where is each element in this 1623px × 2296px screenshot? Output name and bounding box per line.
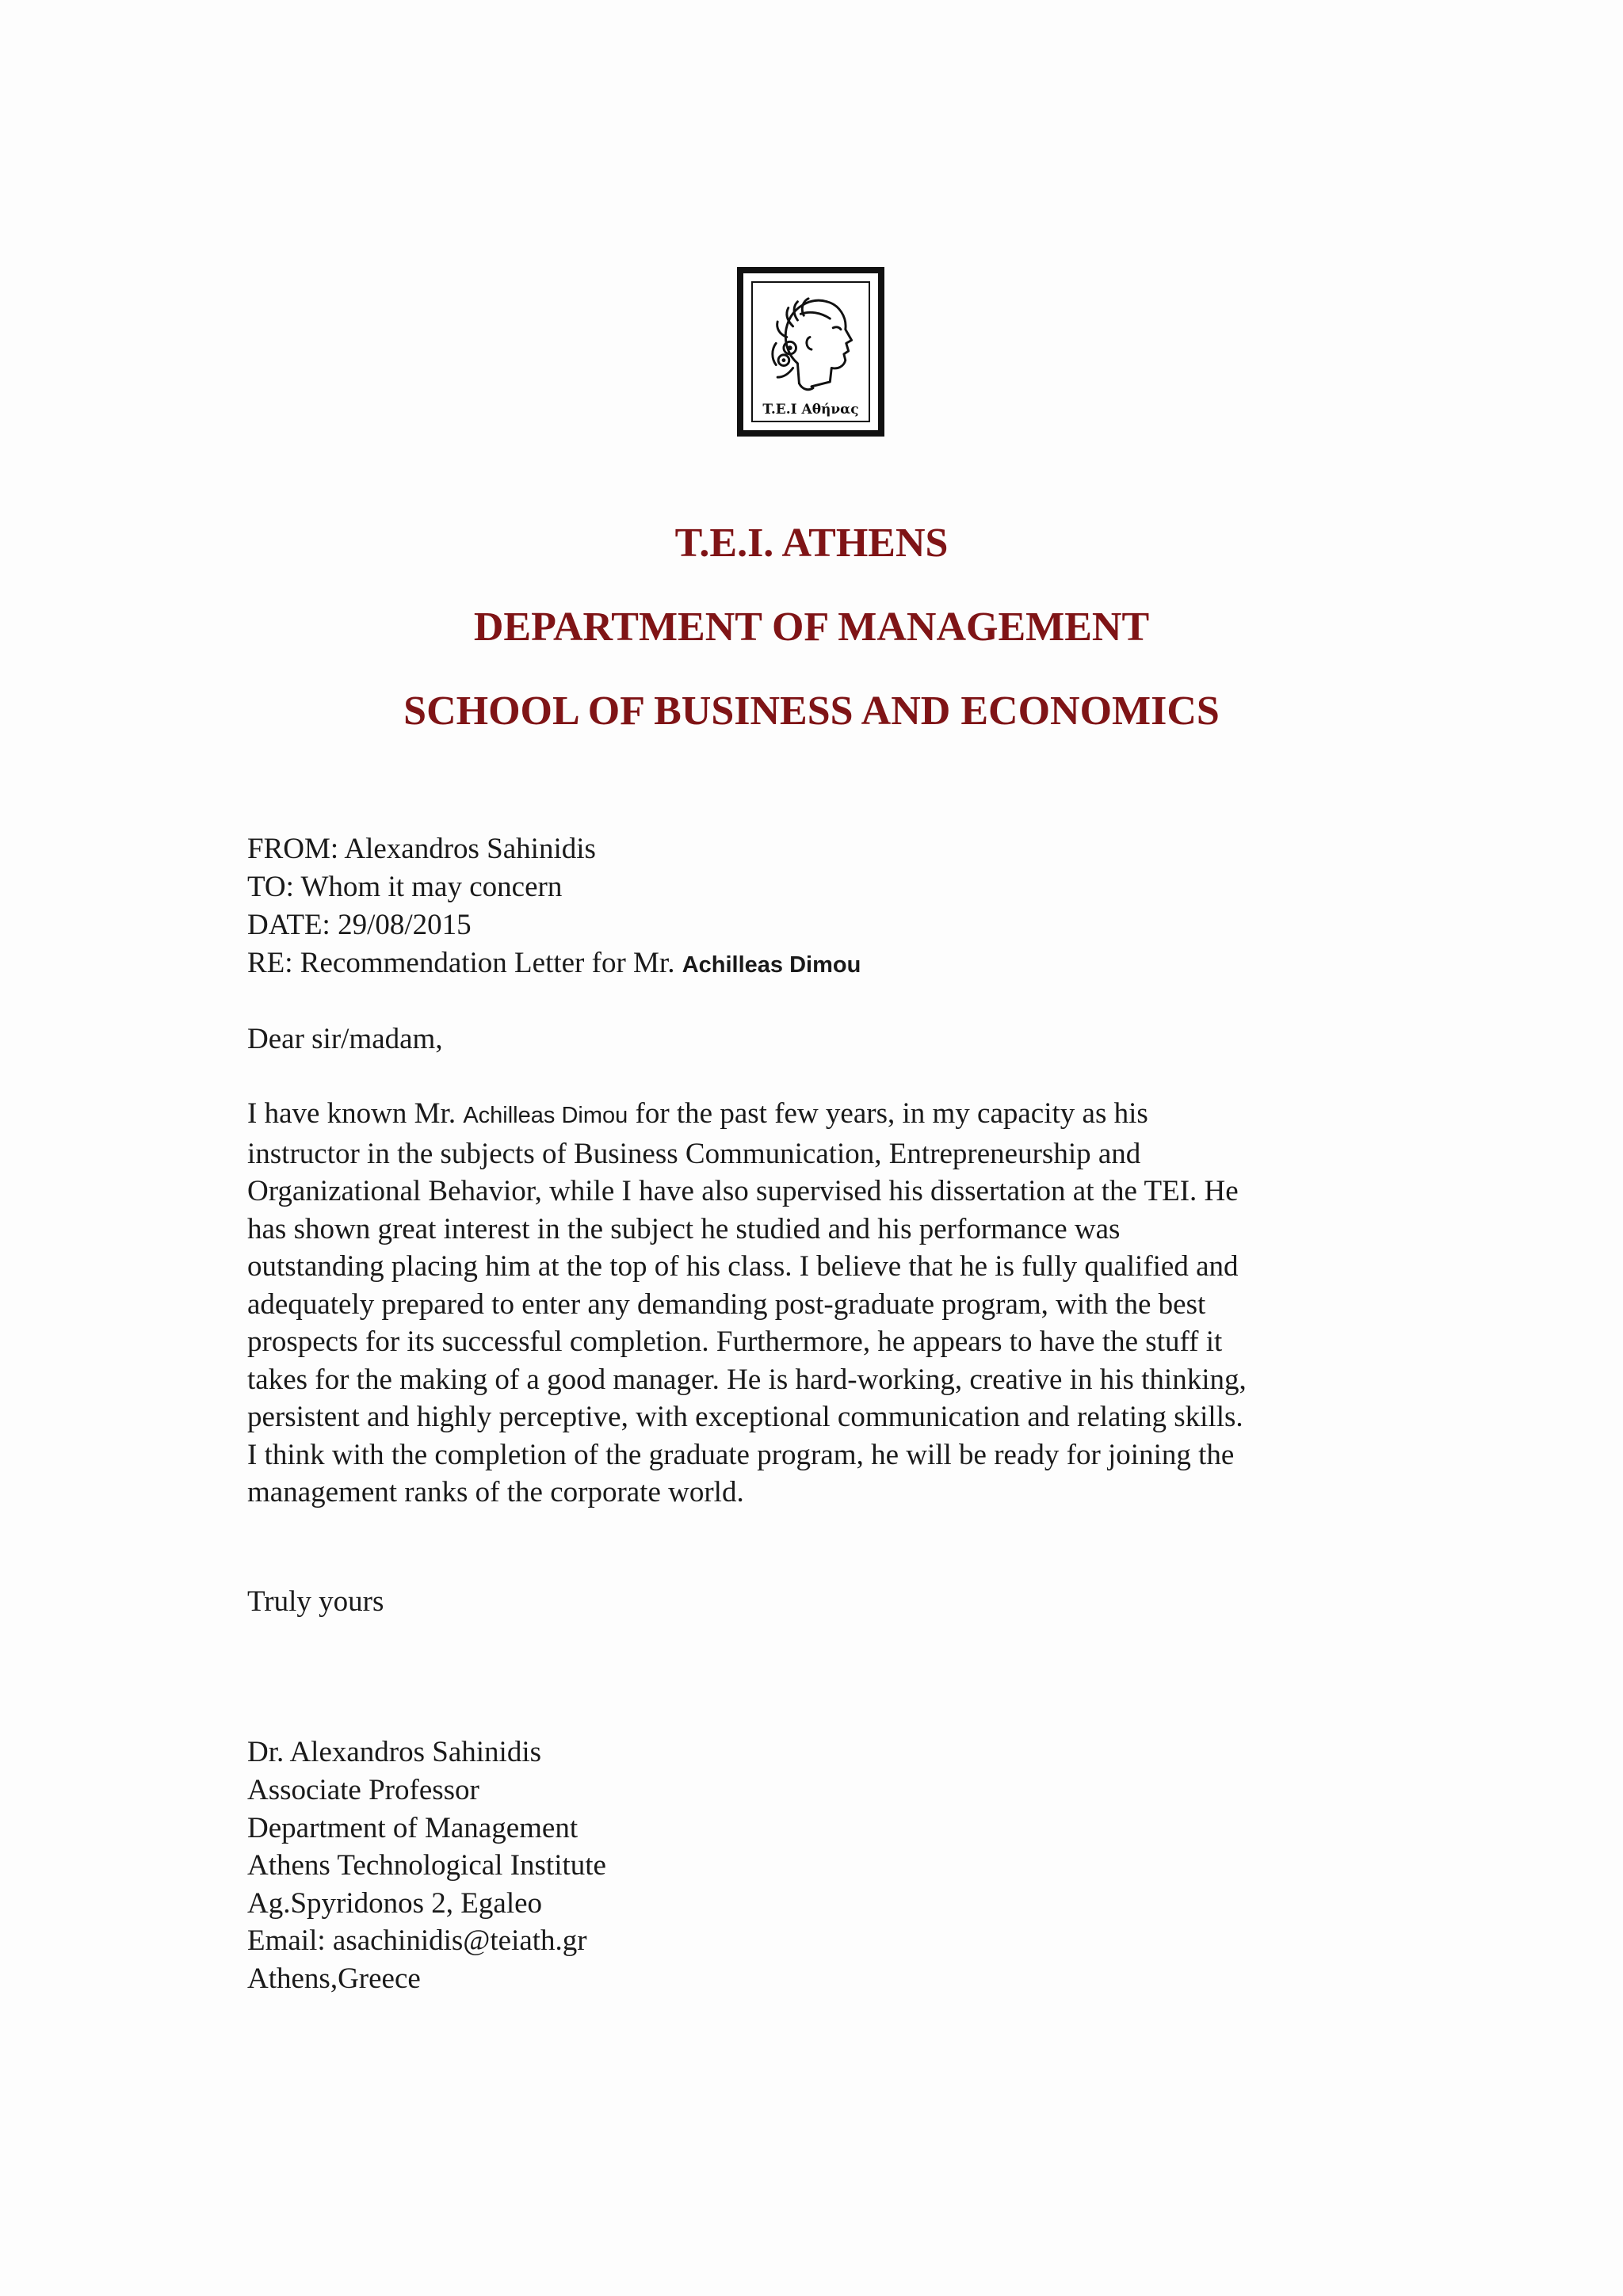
body-line: persistent and highly perceptive, with exceptional communication and relating skills.: [247, 1401, 1243, 1433]
logo-frame: [751, 281, 870, 422]
institution-logo: [737, 267, 884, 437]
body-line: instructor in the subjects of Business Communication, Entrepreneurship and: [247, 1137, 1141, 1170]
body-line: management ranks of the corporate world.: [247, 1476, 744, 1508]
body-paragraph: [247, 1095, 1247, 1512]
re-prefix: RE: Recommendation Letter for Mr.: [247, 947, 682, 979]
body-line: Organizational Behavior, while I have also supervised his dissertation at the TEI. He: [247, 1175, 1239, 1207]
institution-heading: T.E.I. ATHENS: [674, 521, 949, 566]
body-line: adequately prepared to enter any demanding post-graduate program, with the best: [247, 1287, 1206, 1321]
athena-head-icon: [753, 283, 869, 421]
date-line: DATE: 29/08/2015: [247, 909, 472, 941]
signature-institution: Athens Technological Institute: [247, 1849, 606, 1882]
greeting: Dear sir/madam,: [247, 1023, 443, 1055]
re-candidate-name: Achilleas Dimou: [682, 952, 861, 978]
body-line: I think with the completion of the graduate program, he will be ready for joining the: [247, 1438, 1235, 1471]
department-heading: DEPARTMENT OF MANAGEMENT: [473, 605, 1150, 650]
body-line: [247, 1095, 1247, 1135]
signature-city: Athens,Greece: [247, 1962, 421, 1995]
body-line: takes for the making of a good manager. He is hard-working, creative in his thinking,: [247, 1363, 1247, 1396]
signature-department: Department of Management: [247, 1812, 579, 1844]
body-candidate-name: Achilleas Dimou: [463, 1103, 628, 1128]
re-line: [247, 944, 861, 984]
body-line: prospects for its successful completion. Furthermore, he appears to have the stuff it: [247, 1325, 1223, 1358]
body-line1-prefix: I have known Mr.: [247, 1097, 464, 1130]
signature-name: Dr. Alexandros Sahinidis: [247, 1736, 542, 1768]
body-line: outstanding placing him at the top of his class. I believe that he is fully qualified and: [247, 1250, 1239, 1283]
signature-address: Ag.Spyridonos 2, Egaleo: [247, 1887, 543, 1920]
body-line: has shown great interest in the subject he studied and his performance was: [247, 1212, 1121, 1245]
closing: Truly yours: [247, 1585, 384, 1618]
signature-email: Email: asachinidis@teiath.gr: [247, 1924, 587, 1957]
to-line: TO: Whom it may concern: [247, 871, 563, 903]
logo-caption: T.E.I Αθήνας: [762, 402, 859, 418]
body-line1-suffix: for the past few years, in my capacity as his: [628, 1097, 1148, 1130]
from-line: FROM: Alexandros Sahinidis: [247, 833, 596, 865]
signature-title: Associate Professor: [247, 1774, 479, 1806]
school-heading: SCHOOL OF BUSINESS AND ECONOMICS: [403, 688, 1220, 734]
